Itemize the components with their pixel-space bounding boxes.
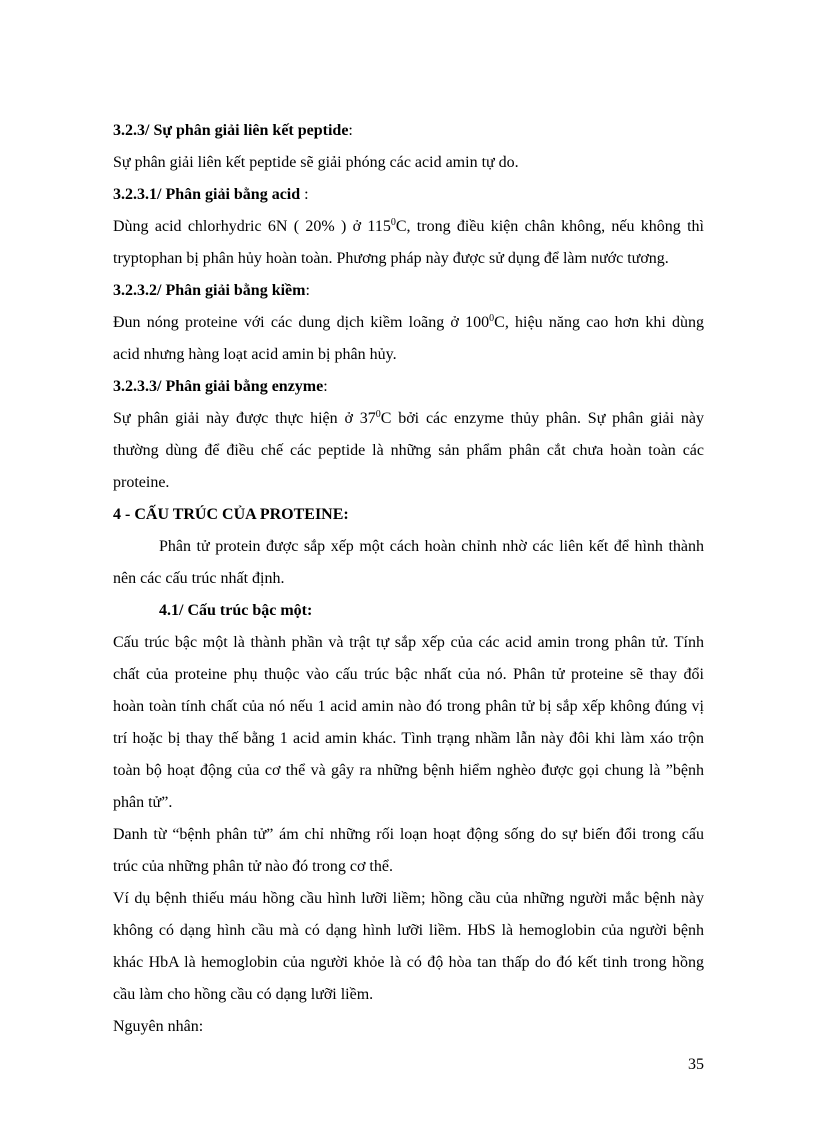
degree-superscript: 0 bbox=[390, 217, 396, 228]
paragraph-line: trí hoặc bị thay thế bằng 1 acid amin khác. Tình trạng nhầm lẫn này đôi khi làm xáo trộn bbox=[113, 730, 704, 747]
heading-suffix: : bbox=[323, 378, 328, 395]
paragraph-line: toàn bộ hoạt động của cơ thể và gây ra những bệnh hiểm nghèo được gọi chung là ”bệnh bbox=[113, 762, 704, 779]
section-heading-3-2-3-1 bbox=[113, 185, 309, 205]
text-run: C, trong điều kiện chân không, nếu không thì bbox=[395, 218, 704, 235]
paragraph-line: Phân tử protein được sắp xếp một cách hoàn chỉnh nhờ các liên kết để hình thành bbox=[159, 538, 704, 555]
heading-text: 3.2.3.1/ Phân giải bằng acid bbox=[113, 186, 301, 203]
paragraph-line: chất của proteine phụ thuộc vào cấu trúc bậc nhất của nó. Phân tử proteine sẽ thay đổi bbox=[113, 666, 704, 683]
paragraph-line: Ví dụ bệnh thiếu máu hồng cầu hình lưỡi liềm; hồng cầu của những người mắc bệnh này bbox=[113, 890, 704, 907]
degree-superscript: 0 bbox=[489, 313, 495, 324]
paragraph-line: tryptophan bị phân hủy hoàn toàn. Phương pháp này được sử dụng để làm nước tương. bbox=[113, 250, 669, 267]
section-heading-4: 4 - CẤU TRÚC CỦA PROTEINE: bbox=[113, 506, 349, 523]
text-run: C, hiệu năng cao hơn khi dùng bbox=[494, 314, 705, 331]
paragraph-line bbox=[113, 313, 704, 333]
paragraph-line: Sự phân giải liên kết peptide sẽ giải phóng các acid amin tự do. bbox=[113, 154, 519, 171]
paragraph-line: nên các cấu trúc nhất định. bbox=[113, 570, 285, 587]
heading-suffix: : bbox=[348, 122, 353, 139]
paragraph-line: Danh từ “bệnh phân tử” ám chỉ những rối loạn hoạt động sống do sự biến đổi trong cấu bbox=[113, 826, 704, 843]
heading-text: 3.2.3.3/ Phân giải bằng enzyme bbox=[113, 378, 324, 395]
paragraph-line: Cấu trúc bậc một là thành phần và trật tự sắp xếp của các acid amin trong phân tử. Tính bbox=[113, 634, 704, 651]
paragraph-line: proteine. bbox=[113, 474, 170, 491]
degree-superscript: 0 bbox=[375, 409, 381, 420]
section-heading-3-2-3-3 bbox=[113, 377, 328, 397]
section-heading-3-2-3-2 bbox=[113, 281, 310, 301]
paragraph-line: khác HbA là hemoglobin của người khỏe là có độ hòa tan thấp do đó kết tinh trong hồng bbox=[113, 954, 704, 971]
paragraph-line: trúc của những phân tử nào đó trong cơ thể. bbox=[113, 858, 393, 875]
paragraph-line: không có dạng hình cầu mà có dạng hình lưỡi liềm. HbS là hemoglobin của người bệnh bbox=[113, 922, 704, 939]
heading-suffix: : bbox=[305, 282, 310, 299]
paragraph-line: thường dùng để điều chế các peptide là những sản phẩm phân cắt chưa hoàn toàn các bbox=[113, 442, 704, 459]
paragraph-line bbox=[113, 409, 704, 429]
heading-suffix: : bbox=[300, 186, 309, 203]
heading-text: 3.2.3/ Sự phân giải liên kết peptide bbox=[113, 122, 349, 139]
text-run: C bởi các enzyme thủy phân. Sự phân giải này bbox=[380, 410, 704, 427]
paragraph-line: phân tử”. bbox=[113, 794, 173, 811]
paragraph-line: Nguyên nhân: bbox=[113, 1018, 204, 1035]
text-run: Dùng acid chlorhydric 6N ( 20% ) ở 115 bbox=[113, 218, 391, 235]
section-heading-3-2-3 bbox=[113, 121, 353, 141]
paragraph-line: acid nhưng hàng loạt acid amin bị phân hủy. bbox=[113, 346, 397, 363]
text-run: Sự phân giải này được thực hiện ở 37 bbox=[113, 410, 376, 427]
text-run: Đun nóng proteine với các dung dịch kiềm loãng ở 100 bbox=[113, 314, 490, 331]
paragraph-line: cầu làm cho hồng cầu có dạng lưỡi liềm. bbox=[113, 986, 374, 1003]
paragraph-line bbox=[113, 217, 704, 237]
page-number: 35 bbox=[688, 1056, 704, 1073]
section-heading-4-1: 4.1/ Cấu trúc bậc một: bbox=[159, 602, 313, 619]
heading-text: 3.2.3.2/ Phân giải bằng kiềm bbox=[113, 282, 306, 299]
paragraph-line: hoàn toàn tính chất của nó nếu 1 acid amin nào đó trong phân tử bị sắp xếp không đúng vị bbox=[113, 698, 704, 715]
